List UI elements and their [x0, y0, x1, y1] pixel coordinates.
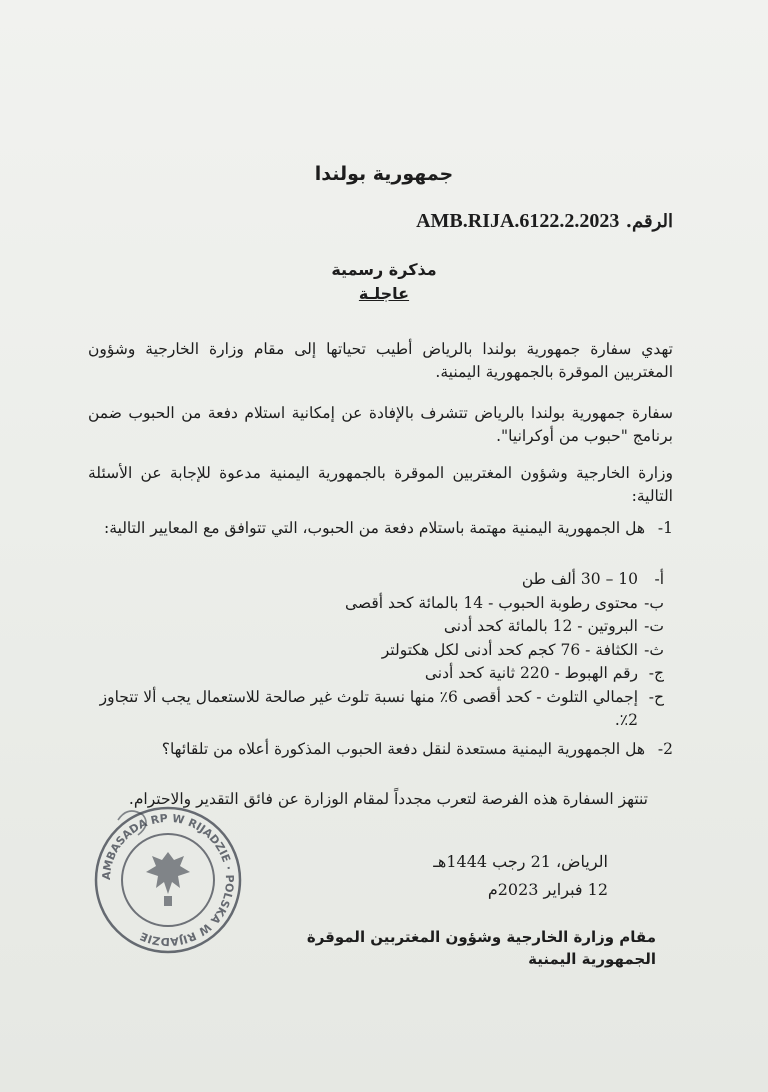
- item-text: الكثافة - 76 كجم كحد أدنى لكل هكتولتر: [381, 640, 638, 659]
- closing-paragraph: تنتهز السفارة هذه الفرصة لتعرب مجدداً لمقام الوزارة عن فائق التقدير والاحترام.: [128, 790, 648, 808]
- date-hijri: الرياض، 21 رجب 1444هـ: [433, 852, 608, 871]
- paragraph-questions-intro: وزارة الخارجية وشؤون المغتربين الموقرة بالجمهورية اليمنية مدعوة للإجابة عن الأسئلة التالية:: [88, 464, 673, 505]
- list-item: [88, 592, 664, 616]
- item-text: 10 – 30 ألف طن: [521, 570, 638, 588]
- item-text: البروتين - 12 بالمائة كحد أدنى: [443, 617, 638, 635]
- stamp-text: AMBASADA RP W RIJADZIE · POLSKA W RIJADZIE: [99, 811, 237, 949]
- item-letter: ث-: [644, 640, 664, 659]
- paragraph-greeting: تهدي سفارة جمهورية بولندا بالرياض أطيب تحياتها إلى مقام وزارة الخارجية وشؤون المغتربين الموقرة بالجمهورية اليمنية.: [88, 340, 673, 381]
- document-title: جمهورية بولندا: [314, 163, 454, 185]
- item-letter: ب-: [644, 593, 664, 612]
- criteria-list: [88, 568, 664, 733]
- item-text: محتوى رطوبة الحبوب - 14 بالمائة كحد أقصى: [344, 593, 638, 612]
- question-1-text: هل الجمهورية اليمنية مهتمة باستلام دفعة من الحبوب، التي تتوافق مع المعايير التالية:: [104, 519, 645, 537]
- reference-number: AMB.RIJA.6122.2.2023: [416, 210, 620, 232]
- embassy-stamp-icon: [88, 800, 248, 960]
- question-1-number: 1-: [657, 519, 673, 537]
- addressee-line-2: الجمهورية اليمنية: [528, 950, 656, 968]
- item-text: رقم الهبوط - 220 ثانية كحد أدنى: [424, 664, 638, 682]
- question-2-number: 2-: [657, 740, 673, 758]
- item-text: إجمالي التلوث - كحد أقصى 6٪ منها نسبة تلوث غير صالحة للاستعمال يجب ألا تتجاوز 2٪.: [99, 687, 638, 729]
- item-letter: ج-: [648, 664, 664, 682]
- question-1: [88, 516, 673, 541]
- addressee-line-1: مقام وزارة الخارجية وشؤون المغتربين الموقرة: [306, 928, 656, 946]
- list-item: [88, 662, 664, 686]
- reference-label: الرقم.: [625, 211, 673, 232]
- question-2-text: هل الجمهورية اليمنية مستعدة لنقل دفعة الحبوب المذكورة أعلاه من تلقائها؟: [161, 740, 645, 758]
- memo-heading: [0, 258, 768, 306]
- list-item: [88, 686, 664, 733]
- memo-type: مذكرة رسمية: [331, 260, 437, 279]
- question-2: [88, 740, 673, 758]
- eagle-emblem-icon: [146, 852, 190, 906]
- list-item: [88, 615, 664, 639]
- paragraph-offer: سفارة جمهورية بولندا بالرياض تتشرف بالإفادة عن إمكانية استلام دفعة من الحبوب ضمن برنامج "حبوب من أوكرانيا".: [88, 404, 673, 445]
- item-letter: ت-: [644, 617, 664, 635]
- memo-priority: عاجلـة: [358, 284, 410, 303]
- list-item: [88, 568, 664, 592]
- item-letter: ح-: [648, 687, 664, 706]
- list-item: [88, 639, 664, 663]
- item-letter: أ-: [654, 570, 664, 588]
- date-gregorian: 12 فبراير 2023م: [487, 880, 608, 899]
- reference-line: [88, 210, 673, 233]
